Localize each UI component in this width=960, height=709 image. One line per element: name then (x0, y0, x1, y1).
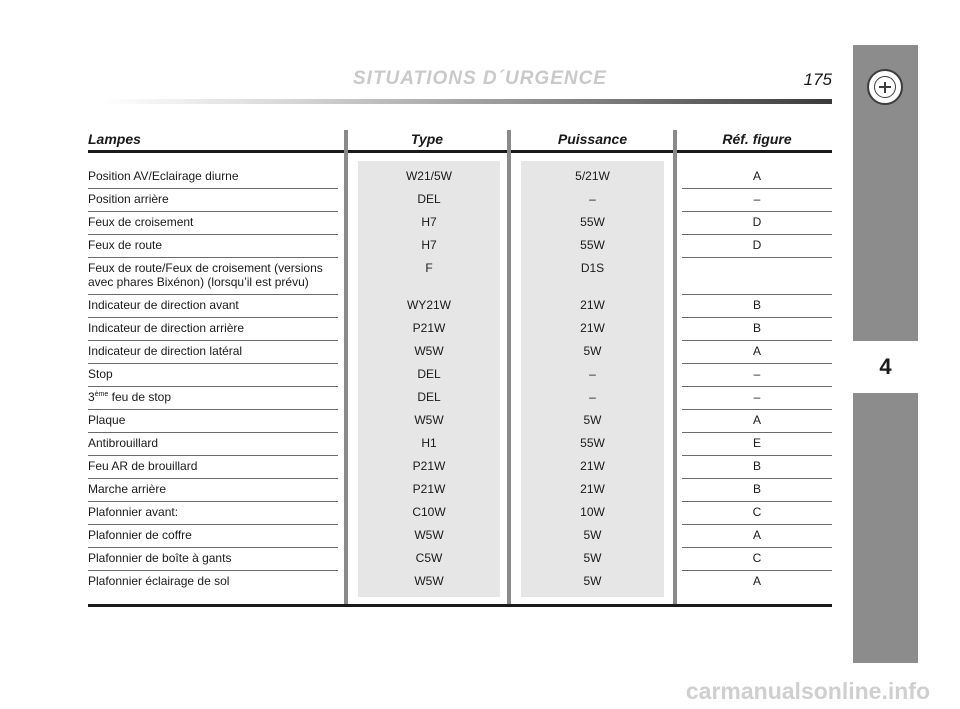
type-cell: W5W (414, 574, 444, 588)
lamp-name-text: Plaque (88, 413, 126, 427)
header-type: Type (410, 131, 444, 147)
lamp-name-text: Plafonnier de coffre (88, 528, 192, 542)
type-cell: F (425, 261, 433, 275)
puissance-cell: 5W (583, 574, 602, 588)
lamp-name-cell (88, 413, 125, 427)
lamp-name-superscript: ème (94, 391, 109, 398)
puissance-cell: 10W (580, 505, 605, 519)
type-cell: WY21W (406, 298, 451, 312)
lamp-name-cell (88, 367, 113, 381)
puissance-cell: 21W (580, 459, 605, 473)
row-separator (682, 294, 832, 295)
ref-figure-cell: E (752, 436, 761, 450)
lamp-name-cell (88, 505, 178, 519)
header-rule (100, 99, 832, 104)
lamp-name-cell (88, 436, 158, 450)
ref-figure-cell: C (752, 551, 762, 565)
alfa-romeo-logo-icon (867, 69, 903, 105)
type-cell: C10W (412, 505, 446, 519)
type-cell: DEL (417, 390, 441, 404)
lamp-name-text: 3 (88, 390, 95, 404)
lamp-name-cell (88, 215, 193, 229)
ref-figure-cell: – (753, 390, 761, 404)
lamp-name-text: Plafonnier éclairage de sol (88, 574, 230, 588)
lamp-name-cell (88, 574, 229, 588)
row-separator (682, 501, 832, 502)
type-cell: H7 (421, 215, 437, 229)
lamp-name-text: Indicateur de direction arrière (88, 321, 245, 335)
type-cell: DEL (417, 192, 441, 206)
ref-figure-cell: A (752, 413, 761, 427)
lamp-name-cell (88, 551, 231, 565)
page-title: SITUATIONS D´URGENCE (353, 68, 607, 89)
type-cell: C5W (415, 551, 443, 565)
type-cell: W21/5W (405, 169, 452, 183)
ref-figure-cell: B (752, 482, 761, 496)
lamp-name-text: Position AV/Eclairage diurne (88, 169, 239, 183)
row-separator (682, 234, 832, 235)
lamp-name-text: Plafonnier de boîte à gants (88, 551, 232, 565)
type-cell: DEL (417, 367, 441, 381)
row-separator (88, 455, 338, 456)
row-separator (682, 188, 832, 189)
type-cell: P21W (412, 321, 446, 335)
puissance-cell: D1S (580, 261, 605, 275)
lamp-name-text: Indicateur de direction latéral (88, 344, 243, 358)
puissance-cell: – (589, 390, 596, 404)
row-separator (88, 257, 338, 258)
ref-figure-cell: D (752, 215, 762, 229)
row-separator (682, 211, 832, 212)
ref-figure-cell: A (752, 574, 761, 588)
lamp-name-cell (88, 298, 239, 312)
header-lampes: Lampes (88, 131, 141, 147)
ref-figure-cell: D (752, 238, 762, 252)
row-separator (88, 386, 338, 387)
lamp-name-cell (88, 261, 323, 289)
lamp-name-cell (88, 459, 197, 473)
puissance-cell: 5W (583, 551, 602, 565)
row-separator (682, 317, 832, 318)
ref-figure-cell: B (752, 321, 761, 335)
lamp-name-text: Feux de route/Feux de croisement (versions (88, 261, 323, 275)
lamp-name-text: Marche arrière (88, 482, 167, 496)
ref-figure-cell: – (753, 367, 761, 381)
row-separator (88, 570, 338, 571)
puissance-cell: 55W (580, 215, 605, 229)
row-separator (88, 547, 338, 548)
puissance-cell: 5W (583, 413, 602, 427)
column-divider (344, 130, 348, 606)
chapter-side-tab (853, 45, 918, 663)
row-separator (682, 432, 832, 433)
page-number: 175 (803, 70, 832, 89)
lamp-name-text: Stop (88, 367, 113, 381)
type-cell: H1 (421, 436, 437, 450)
ref-figure-cell: B (752, 459, 761, 473)
lamp-name-text: Antibrouillard (88, 436, 159, 450)
puissance-cell: 55W (580, 238, 605, 252)
ref-figure-cell: A (752, 528, 761, 542)
row-separator (682, 524, 832, 525)
row-separator (88, 211, 338, 212)
lamp-name-cell (88, 238, 162, 252)
lamp-name-cell (88, 390, 171, 404)
row-separator (682, 570, 832, 571)
row-separator (88, 317, 338, 318)
type-cell: P21W (412, 482, 446, 496)
puissance-cell: 55W (580, 436, 605, 450)
row-separator (88, 478, 338, 479)
table-bottom-rule (88, 604, 832, 607)
type-cell: H7 (421, 238, 437, 252)
ref-figure-cell: A (752, 169, 761, 183)
row-separator (682, 409, 832, 410)
type-cell: W5W (414, 413, 444, 427)
watermark: carmanualsonline.info (685, 678, 930, 704)
column-divider (507, 130, 511, 606)
lamp-name-text: Position arrière (88, 192, 169, 206)
type-cell: W5W (414, 344, 444, 358)
lamp-name-text: Feu AR de brouillard (88, 459, 198, 473)
chapter-number: 4 (853, 341, 918, 393)
puissance-cell: 21W (580, 298, 605, 312)
row-separator (88, 294, 338, 295)
lamp-name-cell (88, 528, 192, 542)
row-separator (682, 386, 832, 387)
lamp-name-cell (88, 169, 239, 183)
column-divider (673, 130, 677, 606)
type-cell: W5W (414, 528, 444, 542)
lamp-name-cell (88, 482, 166, 496)
puissance-cell: 5/21W (575, 169, 610, 183)
lamp-name-cell (88, 192, 169, 206)
puissance-cell: 5W (583, 344, 602, 358)
row-separator (682, 363, 832, 364)
lamp-name-cell (88, 344, 242, 358)
ref-figure-cell: B (752, 298, 761, 312)
row-separator (88, 234, 338, 235)
row-separator (682, 547, 832, 548)
row-separator (682, 257, 832, 258)
lamp-name-text: Feux de croisement (88, 215, 194, 229)
type-cell: P21W (412, 459, 446, 473)
row-separator (88, 409, 338, 410)
lamp-name-cell (88, 321, 244, 335)
row-separator (682, 478, 832, 479)
header-ref-figure: Réf. figure (722, 131, 792, 147)
header-underline (88, 150, 832, 153)
row-separator (682, 340, 832, 341)
puissance-cell: – (589, 192, 596, 206)
lamp-name-text: Feux de route (88, 238, 163, 252)
row-separator (88, 524, 338, 525)
puissance-cell: – (589, 367, 596, 381)
header-puissance: Puissance (557, 131, 628, 147)
puissance-cell: 21W (580, 482, 605, 496)
ref-figure-cell: C (752, 505, 762, 519)
ref-figure-cell: A (752, 344, 761, 358)
row-separator (88, 432, 338, 433)
puissance-cell: 5W (583, 528, 602, 542)
ref-figure-cell: – (753, 192, 761, 206)
lamp-name-text: Plafonnier avant: (88, 505, 179, 519)
row-separator (682, 455, 832, 456)
lamp-name-rest: feu de stop (108, 390, 172, 404)
row-separator (88, 501, 338, 502)
row-separator (88, 188, 338, 189)
lamp-name-text: Indicateur de direction avant (88, 298, 239, 312)
row-separator (88, 340, 338, 341)
lamp-name-line2: avec phares Bixénon) (lorsqu’il est prévu) (88, 275, 309, 289)
puissance-cell: 21W (580, 321, 605, 335)
row-separator (88, 363, 338, 364)
